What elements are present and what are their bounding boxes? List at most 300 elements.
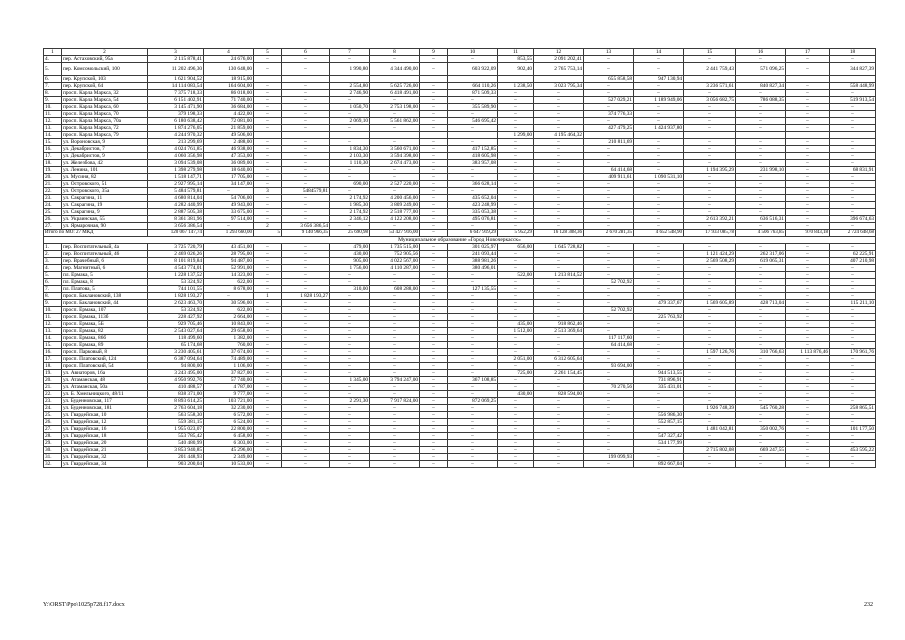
table-cell: – [330, 335, 370, 342]
table-cell: – [584, 188, 634, 195]
table-cell: – [282, 356, 330, 363]
table-cell: 225 763,92 [634, 314, 684, 321]
table-cell: 872 069,25 [448, 398, 498, 405]
table-cell: – [584, 153, 634, 160]
section-title: Муниципальное образование «Город Новочеркасск» [44, 237, 876, 244]
table-cell: – [498, 258, 534, 265]
total-cell: 6 647 919,29 [448, 230, 498, 237]
table-cell: – [254, 56, 282, 63]
table-cell: – [634, 342, 684, 349]
table-cell: 2 [254, 223, 282, 230]
table-cell: – [786, 258, 830, 265]
table-cell: – [254, 90, 282, 97]
table-cell: 2 103,30 [330, 153, 370, 160]
table-row [44, 405, 876, 412]
table-cell: пер. Комсомольский, 100 [62, 63, 148, 76]
table-cell: 8. [44, 293, 62, 300]
table-cell: – [584, 461, 634, 468]
table-cell: – [420, 398, 448, 405]
table-cell: – [786, 405, 830, 412]
table-cell: 522,00 [498, 272, 534, 279]
table-cell: 3 656 386,54 [148, 223, 204, 230]
table-cell: 760,00 [204, 342, 254, 349]
table-cell: – [786, 83, 830, 90]
table-cell: 929 705,46 [148, 321, 204, 328]
table-row [44, 293, 876, 300]
table-cell: – [420, 433, 448, 440]
table-cell: – [420, 370, 448, 377]
table-cell: – [498, 349, 534, 356]
table-cell: просп. Карла Маркса, 70 [62, 111, 148, 118]
table-cell: – [684, 433, 736, 440]
table-cell: – [830, 454, 876, 461]
table-cell: – [498, 398, 534, 405]
table-cell: – [584, 405, 634, 412]
table-cell: – [498, 174, 534, 181]
table-cell: 1 828 193,27 [148, 293, 204, 300]
table-cell: 68 831,91 [830, 167, 876, 174]
table-cell: – [534, 146, 584, 153]
table-cell: – [830, 419, 876, 426]
table-cell: – [786, 56, 830, 63]
table-cell: 1 090 531,10 [634, 174, 684, 181]
table-cell: ул. Сакрагина, 19 [62, 202, 148, 209]
total-cell: Итого по МО: 27 МКД [44, 230, 148, 237]
table-cell: – [254, 118, 282, 125]
table-cell: 7. [44, 286, 62, 293]
table-cell: – [684, 391, 736, 398]
table-cell: – [830, 195, 876, 202]
table-cell: 262 317,06 [736, 251, 786, 258]
table-cell: 430,00 [330, 251, 370, 258]
table-cell: – [498, 118, 534, 125]
table-cell: 1 050,70 [330, 104, 370, 111]
table-cell: – [534, 363, 584, 370]
table-cell: – [634, 405, 684, 412]
table-cell: – [254, 216, 282, 223]
table-cell: просп. Карла Маркса, 60 [62, 104, 148, 111]
table-cell: – [584, 216, 634, 223]
table-cell: ул. Атаманская, 50а [62, 384, 148, 391]
table-cell: 4 200 456,00 [370, 195, 420, 202]
table-cell: – [282, 265, 330, 272]
table-cell: – [786, 335, 830, 342]
table-cell: – [736, 188, 786, 195]
table-cell: 3. [44, 258, 62, 265]
table-cell: – [736, 454, 786, 461]
table-cell: 43 451,00 [204, 244, 254, 251]
table-cell: – [420, 279, 448, 286]
table-cell: 5 561 862,00 [370, 118, 420, 125]
table-cell: 4 122 208,00 [370, 216, 420, 223]
table-cell: – [370, 174, 420, 181]
table-cell: 619 065,31 [736, 258, 786, 265]
table-cell: – [254, 209, 282, 216]
table-cell: – [448, 279, 498, 286]
table-row [44, 265, 876, 272]
table-cell: – [736, 153, 786, 160]
table-cell: 383 957,08 [448, 160, 498, 167]
table-cell: пер. Врачебный, 6 [62, 258, 148, 265]
table-cell: – [498, 97, 534, 104]
table-cell: – [830, 118, 876, 125]
table-cell: – [282, 63, 330, 76]
table-cell: 417 152,85 [448, 146, 498, 153]
table-cell: 2 346,12 [330, 216, 370, 223]
table-cell: – [420, 272, 448, 279]
table-cell [282, 76, 330, 83]
table-cell: 435 652,04 [448, 195, 498, 202]
table-cell: – [684, 419, 736, 426]
table-cell: – [370, 328, 420, 335]
table-cell: – [204, 293, 254, 300]
table-cell: – [370, 370, 420, 377]
table-cell: 545 760,28 [736, 405, 786, 412]
table-cell: – [254, 447, 282, 454]
table-row [44, 202, 876, 209]
table-cell: 199 099,93 [584, 454, 634, 461]
table-cell: 4 060 356,98 [148, 153, 204, 160]
capital-repair-table [43, 48, 876, 468]
table-cell: 11. [44, 314, 62, 321]
table-cell: 23. [44, 398, 62, 405]
table-cell: – [830, 188, 876, 195]
table-cell: 622,00 [204, 307, 254, 314]
table-cell: – [534, 419, 584, 426]
table-cell: – [786, 412, 830, 419]
table-cell: 2 765 753,14 [534, 63, 584, 76]
table-cell: 410 488,57 [148, 384, 204, 391]
table-cell: – [448, 426, 498, 433]
table-cell: – [498, 461, 534, 468]
table-cell: – [330, 349, 370, 356]
table-cell: 72 081,00 [204, 118, 254, 125]
table-row [44, 63, 876, 76]
table-cell: 53 324,92 [148, 307, 204, 314]
table-cell: – [786, 300, 830, 307]
table-cell: 57 740,00 [204, 377, 254, 384]
table-cell: – [420, 139, 448, 146]
table-cell: 13. [44, 125, 62, 132]
table-cell: – [282, 342, 330, 349]
table-cell: – [330, 125, 370, 132]
table-row [44, 426, 876, 433]
table-cell: – [448, 167, 498, 174]
table-cell: 1 597 126,76 [684, 349, 736, 356]
table-cell: – [736, 293, 786, 300]
table-cell: – [448, 223, 498, 230]
table-cell: – [498, 223, 534, 230]
table-cell: 5484579,81 [282, 188, 330, 195]
table-cell: – [448, 384, 498, 391]
table-cell: – [420, 377, 448, 384]
table-cell: – [448, 300, 498, 307]
table-cell: – [254, 412, 282, 419]
table-cell: 11. [44, 111, 62, 118]
total-cell: 970 843,18 [786, 230, 830, 237]
table-cell: 918 862,46 [534, 321, 584, 328]
table-cell: – [282, 454, 330, 461]
table-cell: – [830, 398, 876, 405]
total-row [44, 230, 876, 237]
table-cell: 74 489,00 [204, 356, 254, 363]
table-cell: ул. Островского, 35а [62, 188, 148, 195]
table-cell: – [584, 377, 634, 384]
table-cell [786, 76, 830, 83]
table-cell: 2 613 392,21 [684, 216, 736, 223]
column-number: 3 [148, 49, 204, 56]
table-cell: 14 114 083,54 [148, 83, 204, 90]
table-row [44, 314, 876, 321]
table-cell: – [534, 314, 584, 321]
table-cell: 12. [44, 118, 62, 125]
table-cell: – [634, 349, 684, 356]
table-cell: – [330, 440, 370, 447]
table-cell: – [684, 356, 736, 363]
table-cell: 18 640,00 [204, 167, 254, 174]
table-cell: просп. Карла Маркса, 54 [62, 97, 148, 104]
table-cell: 636 516,31 [736, 216, 786, 223]
table-cell: 5. [44, 63, 62, 76]
table-cell: 17 705,00 [204, 174, 254, 181]
table-row [44, 153, 876, 160]
table-cell: ул. Декабристов, 7 [62, 146, 148, 153]
table-cell: – [282, 146, 330, 153]
table-cell: – [684, 181, 736, 188]
table-cell: 9. [44, 97, 62, 104]
table-cell: – [584, 83, 634, 90]
table-cell: – [634, 139, 684, 146]
table-cell: 2 746,90 [330, 90, 370, 97]
table-cell: 2 174,92 [330, 195, 370, 202]
table-cell: – [736, 272, 786, 279]
table-cell: – [830, 440, 876, 447]
section-row [44, 237, 876, 244]
table-cell: – [534, 209, 584, 216]
table-cell: 479,00 [330, 244, 370, 251]
table-cell: – [254, 300, 282, 307]
table-cell: – [420, 419, 448, 426]
table-cell: 7 917 824,00 [370, 398, 420, 405]
table-cell: ул. Б. Хмельницкого, 48/11 [62, 391, 148, 398]
table-cell: – [736, 342, 786, 349]
table-cell: – [534, 447, 584, 454]
column-number: 12 [534, 49, 584, 56]
table-cell: 2 623 463,70 [148, 300, 204, 307]
table-cell: ул. Сакрагина, 11 [62, 195, 148, 202]
table-cell: 93 694,00 [584, 363, 634, 370]
table-cell: – [786, 251, 830, 258]
column-number: 16 [736, 49, 786, 56]
table-cell: 18. [44, 160, 62, 167]
table-cell: – [736, 244, 786, 251]
table-cell: ул. Гвардейская, 18 [62, 433, 148, 440]
table-cell: 1 756,00 [330, 265, 370, 272]
table-cell: – [534, 440, 584, 447]
table-cell: – [330, 426, 370, 433]
table-cell: 366 628,14 [448, 181, 498, 188]
table-cell: – [330, 174, 370, 181]
table-cell: – [448, 125, 498, 132]
table-cell: – [684, 160, 736, 167]
table-cell: 1 512,00 [498, 328, 534, 335]
table-cell: 335 053,38 [448, 209, 498, 216]
table-cell: 45 296,00 [204, 447, 254, 454]
total-cell: 5 [254, 230, 282, 237]
table-row [44, 419, 876, 426]
table-cell: – [684, 377, 736, 384]
table-cell: – [420, 83, 448, 90]
table-cell: – [420, 97, 448, 104]
table-cell: – [254, 461, 282, 468]
table-cell: 36 684,00 [204, 104, 254, 111]
table-cell: 27. [44, 426, 62, 433]
table-cell: 13. [44, 328, 62, 335]
table-cell: 86 018,00 [204, 90, 254, 97]
table-cell: 213 299,69 [148, 139, 204, 146]
table-cell: 947 130,94 [634, 76, 684, 83]
table-cell: – [584, 104, 634, 111]
table-cell: – [534, 412, 584, 419]
table-cell: – [736, 279, 786, 286]
table-cell: 840 827,34 [736, 83, 786, 90]
table-cell: – [786, 265, 830, 272]
table-cell: – [584, 314, 634, 321]
table-cell: – [282, 314, 330, 321]
table-cell [684, 76, 736, 83]
table-cell: – [684, 454, 736, 461]
table-cell: 6 303,00 [204, 440, 254, 447]
table-cell: – [786, 167, 830, 174]
table-cell: – [830, 56, 876, 63]
table-cell: 1 424 937,80 [634, 125, 684, 132]
table-cell: 2 349,00 [204, 454, 254, 461]
table-cell: пер. Воспитательный, 46 [62, 251, 148, 258]
table-cell: – [282, 447, 330, 454]
table-cell: – [420, 293, 448, 300]
table-cell: – [534, 174, 584, 181]
total-cell: 53 427 916,00 [370, 230, 420, 237]
table-cell: 944 513,55 [634, 370, 684, 377]
table-cell: 1 985,30 [330, 202, 370, 209]
table-cell: 690,00 [330, 181, 370, 188]
table-cell: – [498, 335, 534, 342]
table-cell: просп. Ермака, 5Б [62, 321, 148, 328]
table-cell: 1 645 728,82 [534, 244, 584, 251]
table-cell: – [254, 97, 282, 104]
table-cell: – [736, 384, 786, 391]
table-cell: – [634, 286, 684, 293]
table-cell: 310 766,63 [736, 349, 786, 356]
table-cell: – [330, 314, 370, 321]
table-cell: 4 543 774,01 [148, 265, 204, 272]
table-cell: 519 913,54 [830, 97, 876, 104]
table-cell: – [534, 342, 584, 349]
table-cell: – [684, 342, 736, 349]
table-cell: – [684, 146, 736, 153]
table-cell: – [448, 321, 498, 328]
table-cell: 2 441 759,43 [684, 63, 736, 76]
table-row [44, 433, 876, 440]
table-cell: – [370, 405, 420, 412]
table-cell: – [498, 279, 534, 286]
table-cell: 15. [44, 342, 62, 349]
table-row [44, 335, 876, 342]
table-cell: – [370, 356, 420, 363]
table-cell: – [420, 391, 448, 398]
table-cell: – [420, 328, 448, 335]
table-cell: – [786, 356, 830, 363]
table-cell: – [634, 167, 684, 174]
table-cell: – [634, 335, 684, 342]
table-cell: 22. [44, 391, 62, 398]
table-cell: 25. [44, 209, 62, 216]
table-cell: – [830, 265, 876, 272]
table-cell: – [534, 125, 584, 132]
table-cell: – [534, 111, 584, 118]
table-cell: – [830, 209, 876, 216]
table-cell [830, 76, 876, 83]
table-cell: 5. [44, 272, 62, 279]
table-cell: – [786, 454, 830, 461]
table-cell: – [282, 104, 330, 111]
table-cell: – [420, 447, 448, 454]
table-cell [830, 132, 876, 139]
table-cell: – [830, 377, 876, 384]
table-cell: – [584, 419, 634, 426]
table-cell: – [736, 160, 786, 167]
table-cell: – [254, 111, 282, 118]
table-cell: – [254, 286, 282, 293]
table-row [44, 104, 876, 111]
table-cell: – [786, 216, 830, 223]
table-cell: пер. Крупской, 64 [62, 83, 148, 90]
table-cell: – [330, 307, 370, 314]
table-cell: – [786, 195, 830, 202]
table-cell: 6 180 638,42 [148, 118, 204, 125]
table-cell [498, 76, 534, 83]
table-cell: – [736, 111, 786, 118]
table-cell: – [330, 56, 370, 63]
table-cell: 479 337,67 [634, 300, 684, 307]
table-cell: – [498, 300, 534, 307]
table-cell: – [534, 139, 584, 146]
document-path: Y:\ORST\Ppo\1025p728.f17.docx [43, 602, 125, 608]
table-cell: ул. Гвардейская, 20 [62, 440, 148, 447]
table-cell: – [830, 111, 876, 118]
table-cell: 301 025,97 [448, 244, 498, 251]
table-cell: – [448, 363, 498, 370]
table-cell: ул. Гвардейская, 16 [62, 426, 148, 433]
table-cell: 49 506,00 [204, 132, 254, 139]
table-cell: – [830, 370, 876, 377]
table-cell: – [786, 426, 830, 433]
table-cell: 1 238,50 [498, 83, 534, 90]
table-cell: 14. [44, 132, 62, 139]
table-cell: 101 177,50 [830, 426, 876, 433]
table-cell: 9. [44, 300, 62, 307]
table-cell: 2 069,10 [330, 118, 370, 125]
table-cell: 3 023 795,34 [534, 83, 584, 90]
table-cell: пер. Астаховский, 95а [62, 56, 148, 63]
table-cell: – [330, 461, 370, 468]
table-cell: 231 998,10 [736, 167, 786, 174]
table-cell: 2 261 154,45 [534, 370, 584, 377]
table-cell: – [830, 342, 876, 349]
table-cell: – [584, 265, 634, 272]
table-cell: – [786, 447, 830, 454]
table-cell: 9 777,00 [204, 391, 254, 398]
